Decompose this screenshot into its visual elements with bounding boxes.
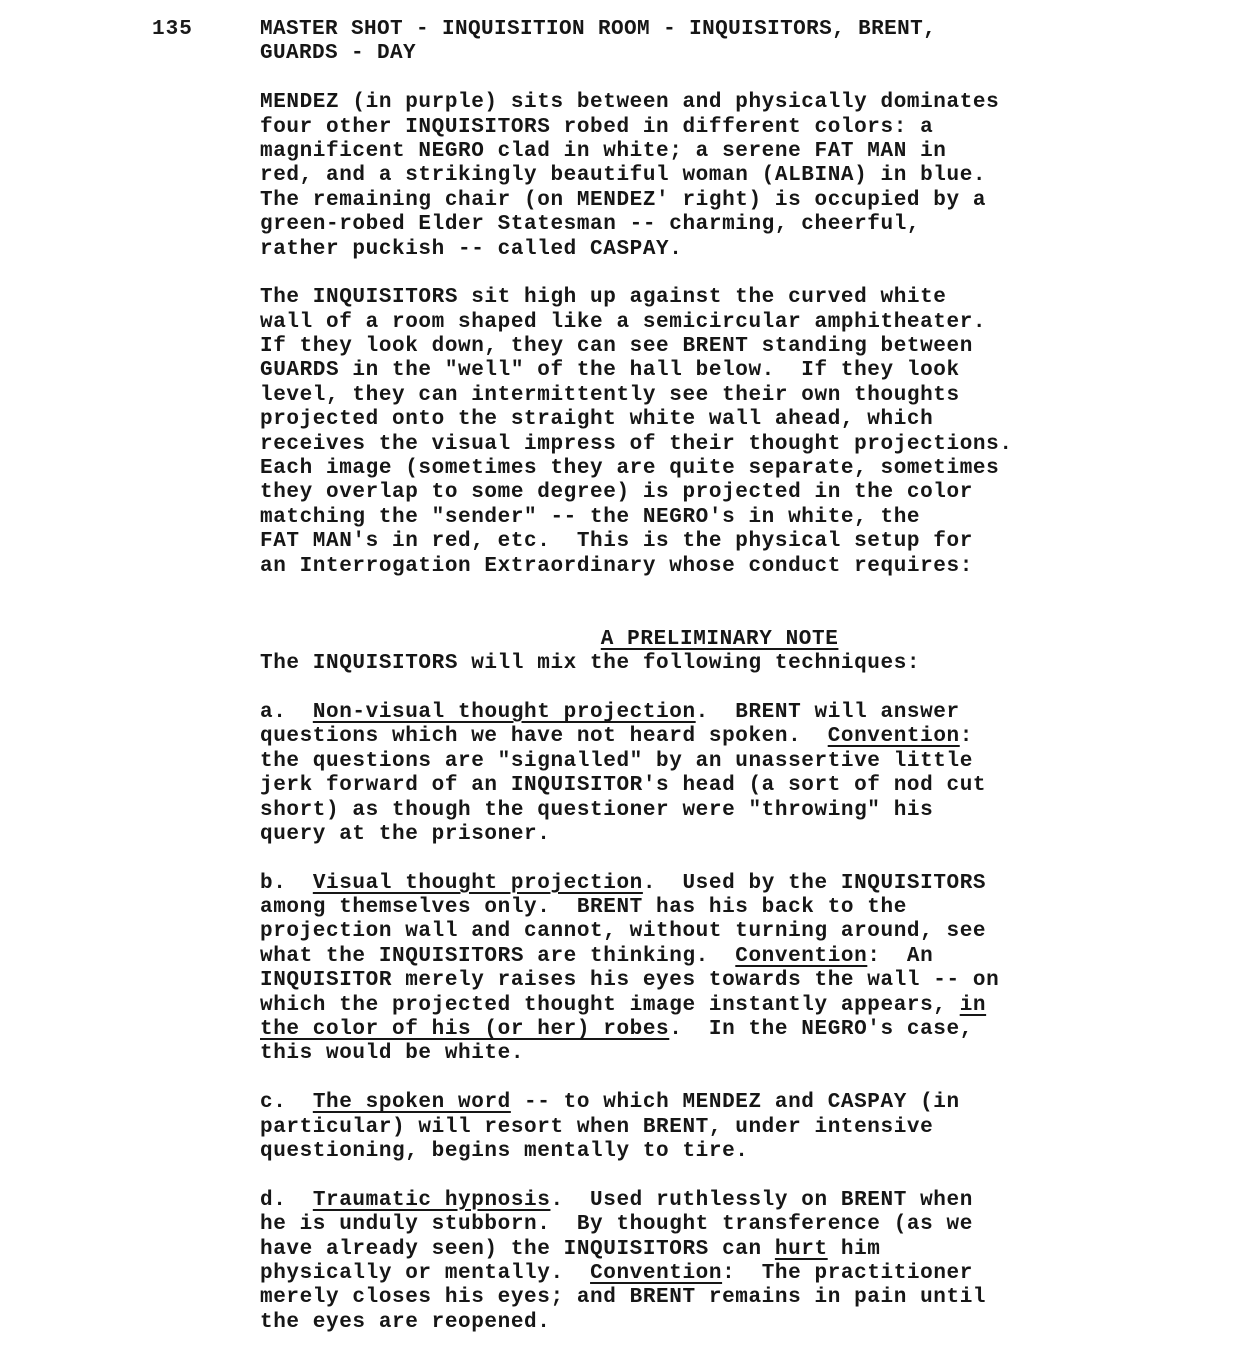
item-marker: c. [260, 1091, 313, 1115]
item-text: he is unduly stubborn. By thought transference (as we [260, 1213, 973, 1237]
paragraph-line: The remaining chair (on MENDEZ' right) is occupied by a [260, 188, 987, 212]
item-text: -- to which MENDEZ and CASPAY (in [510, 1091, 960, 1115]
technique-term: The spoken word [312, 1091, 511, 1115]
script-content [260, 18, 1140, 1335]
convention-label: Convention [590, 1261, 723, 1285]
paragraph-line: green-robed Elder Statesman -- charming, cheerful, [260, 213, 921, 237]
scene-number: 135 [152, 18, 193, 41]
paragraph-line: magnificent NEGRO clad in white; a serene FAT MAN in [260, 139, 947, 163]
heading-line: GUARDS - DAY [260, 42, 417, 66]
technique-term: Non-visual thought projection [312, 700, 696, 724]
item-text: him [827, 1237, 881, 1261]
item-text: . In the NEGRO's case, [669, 1018, 973, 1042]
item-text: jerk forward of an INQUISITOR's head (a sort of nod cut [260, 774, 987, 798]
intro-line: The INQUISITORS will mix the following techniques: [260, 652, 921, 676]
paragraph-line: rather puckish -- called CASPAY. [260, 237, 683, 261]
technique-term: Visual thought projection [312, 871, 643, 895]
section-title-text: A PRELIMINARY NOTE [600, 627, 839, 651]
item-marker: a. [260, 700, 313, 724]
paragraph-line: four other INQUISITORS robed in different colors: a [260, 115, 934, 139]
item-text: merely closes his eyes; and BRENT remains in pain until [260, 1286, 987, 1310]
item-text: . Used by the INQUISITORS [642, 871, 987, 895]
technique-item-d [260, 1189, 1140, 1335]
technique-term: Traumatic hypnosis [312, 1188, 551, 1212]
item-text: what the INQUISITORS are thinking. [260, 944, 736, 968]
section-title [220, 603, 1140, 651]
convention-label: Convention [735, 944, 868, 968]
item-text: query at the prisoner. [260, 822, 551, 846]
action-paragraph-setup [260, 286, 1140, 579]
paragraph-line: receives the visual impress of their thought projections. [260, 432, 1013, 456]
item-text: questioning, begins mentally to tire. [260, 1139, 749, 1163]
action-paragraph-characters [260, 91, 1140, 262]
technique-item-b [260, 872, 1140, 1067]
item-text: projection wall and cannot, without turning around, see [260, 920, 987, 944]
item-text: . BRENT will answer [695, 700, 960, 724]
technique-item-c [260, 1091, 1140, 1164]
paragraph-line: If they look down, they can see BRENT standing between [260, 335, 973, 359]
heading-line: MASTER SHOT - INQUISITION ROOM - INQUISITORS, BRENT, [260, 18, 937, 41]
item-text: which the projected thought image instantly appears, [260, 993, 960, 1017]
paragraph-line: GUARDS in the "well" of the hall below. If they look [260, 359, 960, 383]
convention-label: Convention [827, 725, 960, 749]
item-text: short) as though the questioner were "throwing" his [260, 798, 934, 822]
paragraph-line: level, they can intermittently see their own thoughts [260, 383, 960, 407]
item-text: physically or mentally. [260, 1261, 591, 1285]
paragraph-line: FAT MAN's in red, etc. This is the physical setup for [260, 530, 973, 554]
paragraph-line: matching the "sender" -- the NEGRO's in white, the [260, 505, 921, 529]
item-text: this would be white. [260, 1042, 525, 1066]
item-text: questions which we have not heard spoken. [260, 725, 828, 749]
item-marker: d. [260, 1188, 313, 1212]
paragraph-line: they overlap to some degree) is projected in the color [260, 481, 973, 505]
emphasis-text: hurt [774, 1237, 828, 1261]
paragraph-line: MENDEZ (in purple) sits between and physically dominates [260, 91, 1000, 115]
item-text: : An [867, 944, 934, 968]
item-text: : The practitioner [722, 1261, 973, 1285]
item-text: the questions are "signalled" by an unassertive little [260, 749, 973, 773]
emphasis-text: the color of his (or her) robes [260, 1018, 670, 1042]
paragraph-line: red, and a strikingly beautiful woman (ALBINA) in blue. [260, 164, 987, 188]
paragraph-line: wall of a room shaped like a semicircular amphitheater. [260, 310, 987, 334]
emphasis-text: in [959, 993, 987, 1017]
paragraph-line: The INQUISITORS sit high up against the curved white [260, 286, 947, 310]
paragraph-line: projected onto the straight white wall ahead, which [260, 408, 934, 432]
technique-item-a [260, 701, 1140, 847]
item-text: particular) will resort when BRENT, under intensive [260, 1115, 934, 1139]
scene-heading [260, 18, 1140, 67]
item-text: . Used ruthlessly on BRENT when [550, 1188, 973, 1212]
paragraph-line: Each image (sometimes they are quite separate, sometimes [260, 457, 1000, 481]
item-text: INQUISITOR merely raises his eyes towards the wall -- on [260, 969, 1000, 993]
item-text: among themselves only. BRENT has his back to the [260, 896, 907, 920]
paragraph-line: an Interrogation Extraordinary whose conduct requires: [260, 554, 973, 578]
item-text: : [959, 725, 973, 749]
item-marker: b. [260, 871, 313, 895]
item-text: have already seen) the INQUISITORS can [260, 1237, 775, 1261]
item-text: the eyes are reopened. [260, 1310, 551, 1334]
